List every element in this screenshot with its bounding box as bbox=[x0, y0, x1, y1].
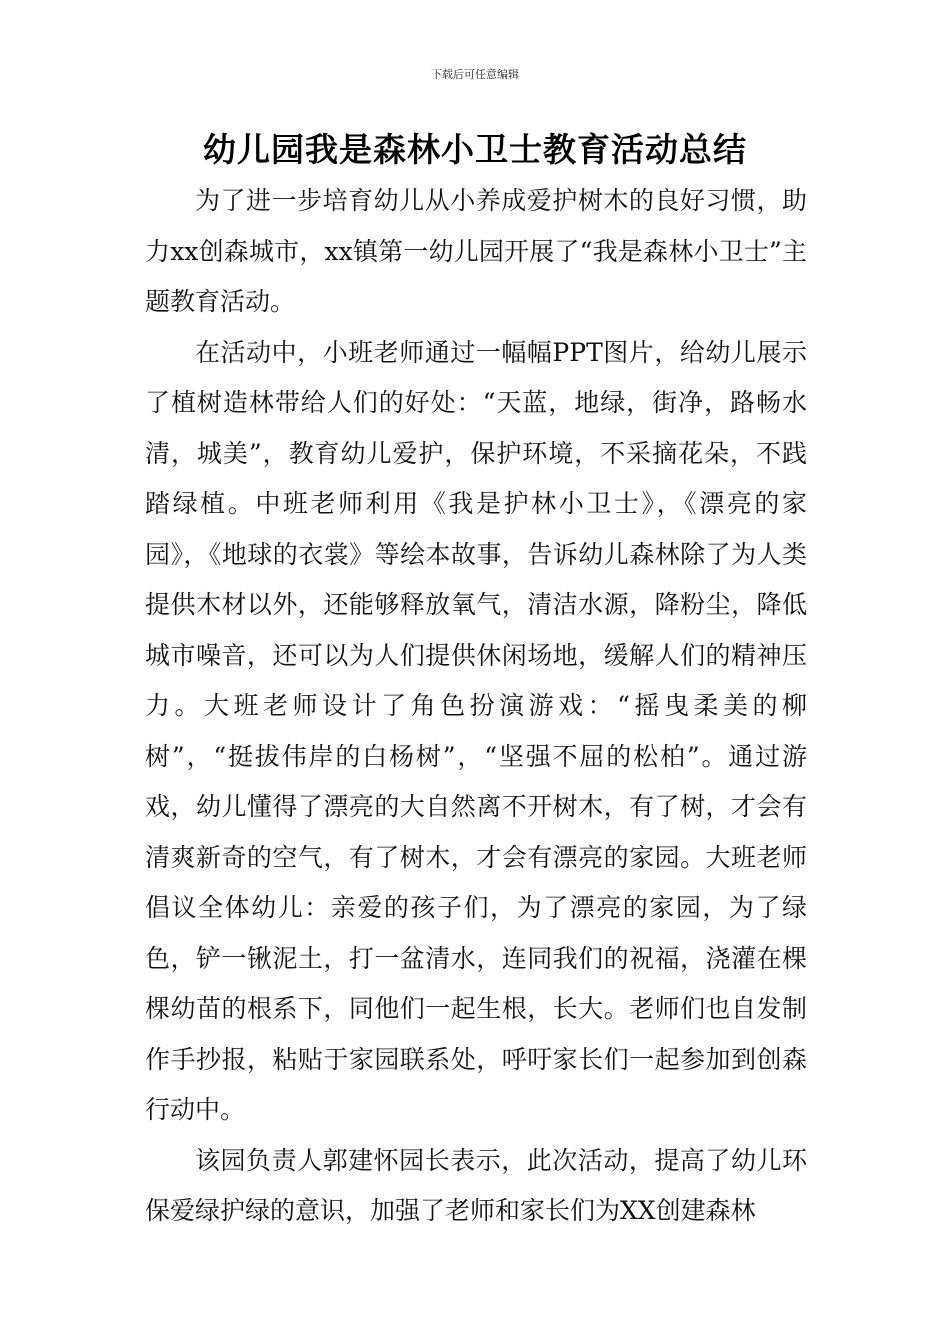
document-title: 幼儿园我是森林小卫士教育活动总结 bbox=[203, 130, 747, 169]
header-note: 下载后可任意编辑 bbox=[431, 68, 519, 81]
paragraph-1: 为了进一步培育幼儿从小养成爱护树木的良好习惯，助力xx创森城市，xx镇第一幼儿园开展了“我是森林小卫士”主题教育活动。 bbox=[145, 186, 807, 316]
paragraph-2: 在活动中，小班老师通过一幅幅PPT图片，给幼儿展示了植树造林带给人们的好处：“天蓝，地绿，街净，路畅水清，城美”，教育幼儿爱护，保护环境，不采摘花朵，不践踏绿植。中班老师利用《我是护林小卫士》，《漂亮的家园》，《地球的衣裳》等绘本故事，告诉幼儿森林除了为人类提供木材以外，还能够释放氧气，清洁水源，降粉尘，降低城市噪音，还可以为人们提供休闲场地，缓解人们的精神压力。大班老师设计了角色扮演游戏：“摇曳柔美的柳树”，“挺拔伟岸的白杨树”，“坚强不屈的松柏”。通过游戏，幼儿懂得了漂亮的大自然离不开树木，有了树，才会有清爽新奇的空气，有了树木，才会有漂亮的家园。大班老师倡议全体幼儿：亲爱的孩子们，为了漂亮的家园，为了绿色，铲一锹泥土，打一盆清水，连同我们的祝福，浇灌在棵棵幼苗的根系下，同他们一起生根，长大。老师们也自发制作手抄报，粘贴于家园联系处，呼吁家长们一起参加到创森行动中。 bbox=[145, 337, 807, 1124]
paragraph-3: 该园负责人郭建怀园长表示，此次活动，提高了幼儿环保爱绿护绿的意识，加强了老师和家长们为XX创建森林 bbox=[145, 1145, 807, 1225]
document-body bbox=[145, 176, 807, 1237]
